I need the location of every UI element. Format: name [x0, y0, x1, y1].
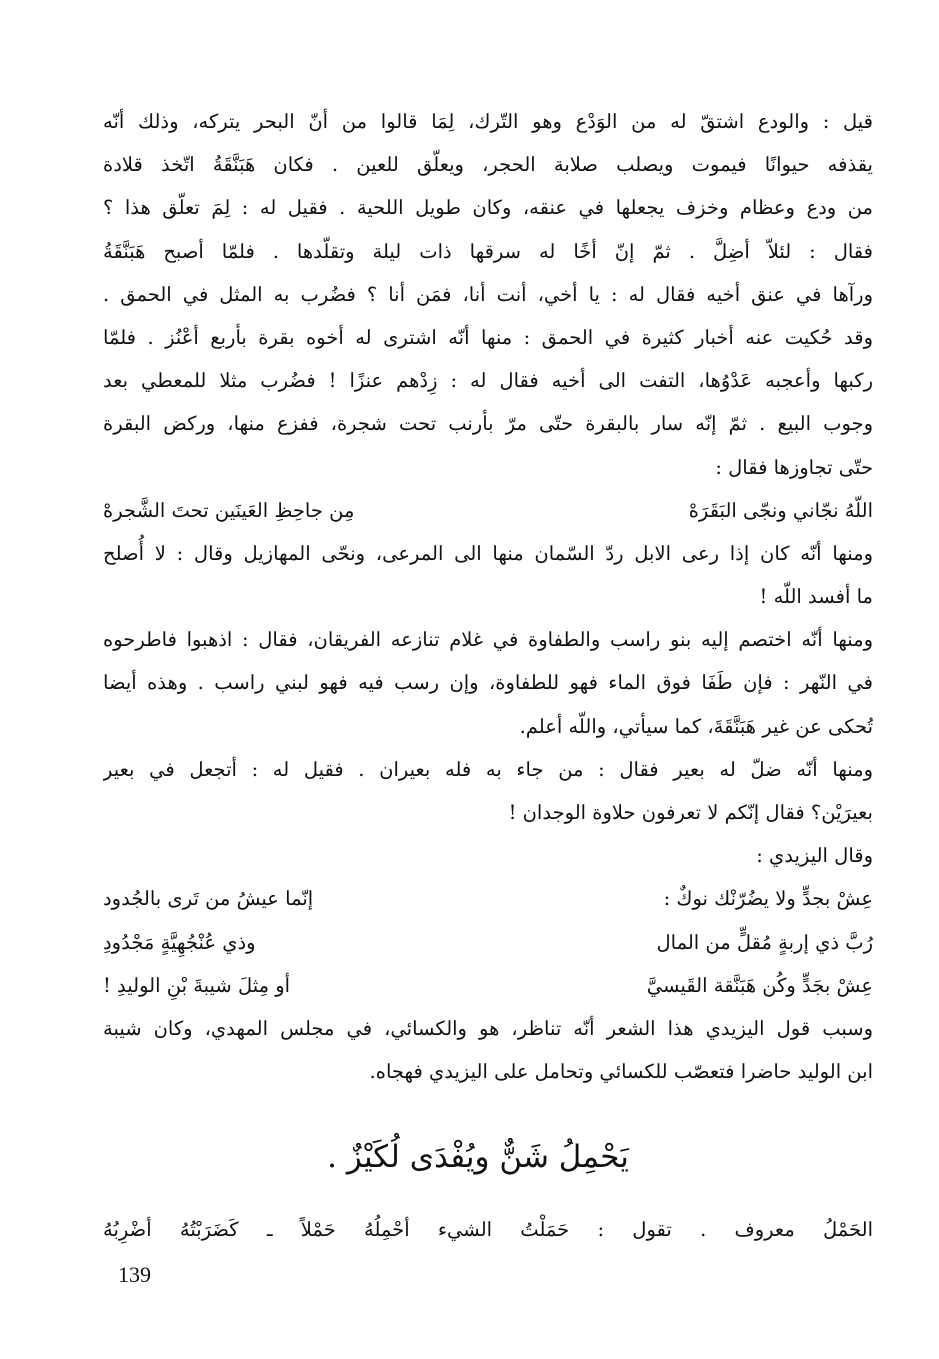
text-line: في النّهر : فإن طَفَا فوق الماء فهو للطفاوة، وإن رسب فيه فهو لبني راسب . وهذه أيضا — [103, 671, 873, 695]
text-line: وسبب قول اليزيدي هذا الشعر أنّه تناظر، هو والكسائي، في مجلس المهدي، وكان شيبة — [103, 1016, 873, 1040]
text-line: وجوب البيع . ثمّ إنّه سار بالبقرة حتّى مرّ بأرنب تحت شجرة، ففزع منها، وركض البقرة — [103, 412, 873, 436]
text-line: فقال : لئلاّ أضِلَّ . ثمّ إنّ أخًا له سرقها ذات ليلة وتقلّدها . فلمّا أصبح هَبَنَّقَةُ — [103, 239, 873, 263]
verse-hemistich-right: رُبَّ ذي إربةٍ مُقلٍّ من المال — [656, 930, 873, 954]
text-line: وقد حُكيت عنه أخبار كثيرة في الحمق : منها أنّه اشترى له أخوه بقرة بأربع أعْنُز . فلمّا — [103, 325, 873, 349]
text-line: من ودع وعظام وخزف يجعلها في عنقه، وكان طويل اللحية . فقيل له : لِمَ تعلّق هذا ؟ — [103, 196, 873, 220]
verse-line — [103, 489, 873, 532]
text-line: قيل : والودع اشتقّ له من الوَدْع وهو التّرك، لِمَا قالوا من أنّ البحر يتركه، وذلك أنّه — [103, 110, 873, 133]
verse-hemistich-right: عِشْ بجَدٍّ وكُن هَبَنَّقة القَيسيَّ — [646, 973, 873, 997]
body-text — [103, 100, 873, 1093]
verse-line — [103, 921, 873, 964]
verse-hemistich-left: إنّما عيشُ من تَرى بالجُدود — [103, 887, 314, 911]
verse-hemistich-left: وذي عُنْجُهِيَّةٍ مَجْدُودِ — [103, 930, 256, 954]
proverb-heading: يَحْمِلُ شَنٌّ ويُفْدَى لُكَيْزٌ . — [327, 1139, 629, 1175]
text-line: حتّى تجاوزها فقال : — [715, 455, 873, 479]
text-line: ورآها في عنق أخيه فقال له : يا أخي، أنت أنا، فمَن أنا ؟ فضُرب به المثل في الحمق . — [103, 282, 873, 306]
text-line: ومنها أنّه اختصم إليه بنو راسب والطفاوة في غلام تنازعه الفريقان، فقال : اذهبوا فاطرحوه — [103, 628, 873, 652]
verse-line — [103, 877, 873, 920]
verse-hemistich-right: عِشْ بجدٍّ ولا يضُرّنْك نوكٌ : — [663, 887, 873, 911]
text-line: الحَمْلُ معروف . تقول : حَمَلْتُ الشيء أحْمِلُهُ حَمْلاً ـ كَضَرَبْتُهُ أضْرِبُهُ — [103, 1218, 873, 1241]
text-line: ومنها أنّه ضلّ له بعير فقال : من جاء به فله بعيران . فقيل له : أتجعل في بعير — [103, 757, 873, 781]
text-line: تُحكى عن غير هَبَنَّقَةَ، كما سيأتي، واللّه أعلم. — [519, 714, 873, 738]
text-line: ابن الوليد حاضرا فتعصّب للكسائي وتحامل على اليزيدي فهجاه. — [369, 1060, 873, 1084]
text-line: وقال اليزيدي : — [756, 844, 873, 868]
text-line: ركبها وأعجبه عَدْوُها، التفت الى أخيه فقال له : زِدْهم عنزًا ! فضُرب مثلا للمعطي بعد — [103, 369, 873, 393]
verse-hemistich-left: مِن جاحِظِ العَينَين تحتَ الشَّجرهْ — [103, 498, 355, 522]
text-line: بعيرَيْن؟ فقال إنّكم لا تعرفون حلاوة الوجدان ! — [508, 801, 873, 824]
verse-hemistich-right: اللّهُ نجّاني ونجّى البَقَرَهْ — [688, 498, 873, 522]
text-line: ما أفسد اللّه ! — [759, 585, 873, 609]
verse-line — [103, 964, 873, 1007]
verse-hemistich-left: أو مِثلَ شيبةَ بْنِ الوليدِ ! — [103, 973, 291, 997]
page-number: 139 — [118, 1262, 151, 1287]
text-line: ومنها أنّه كان إذا رعى الابل ردّ السّمان منها الى المرعى، ونحّى المهازيل وقال : لا أُصلح — [103, 541, 873, 565]
text-line: يقذفه حيوانًا فيموت ويصلب صلابة الحجر، ويعلّق للعين . فكان هَبَنَّقَةُ اتّخذ قلادة — [103, 153, 873, 177]
